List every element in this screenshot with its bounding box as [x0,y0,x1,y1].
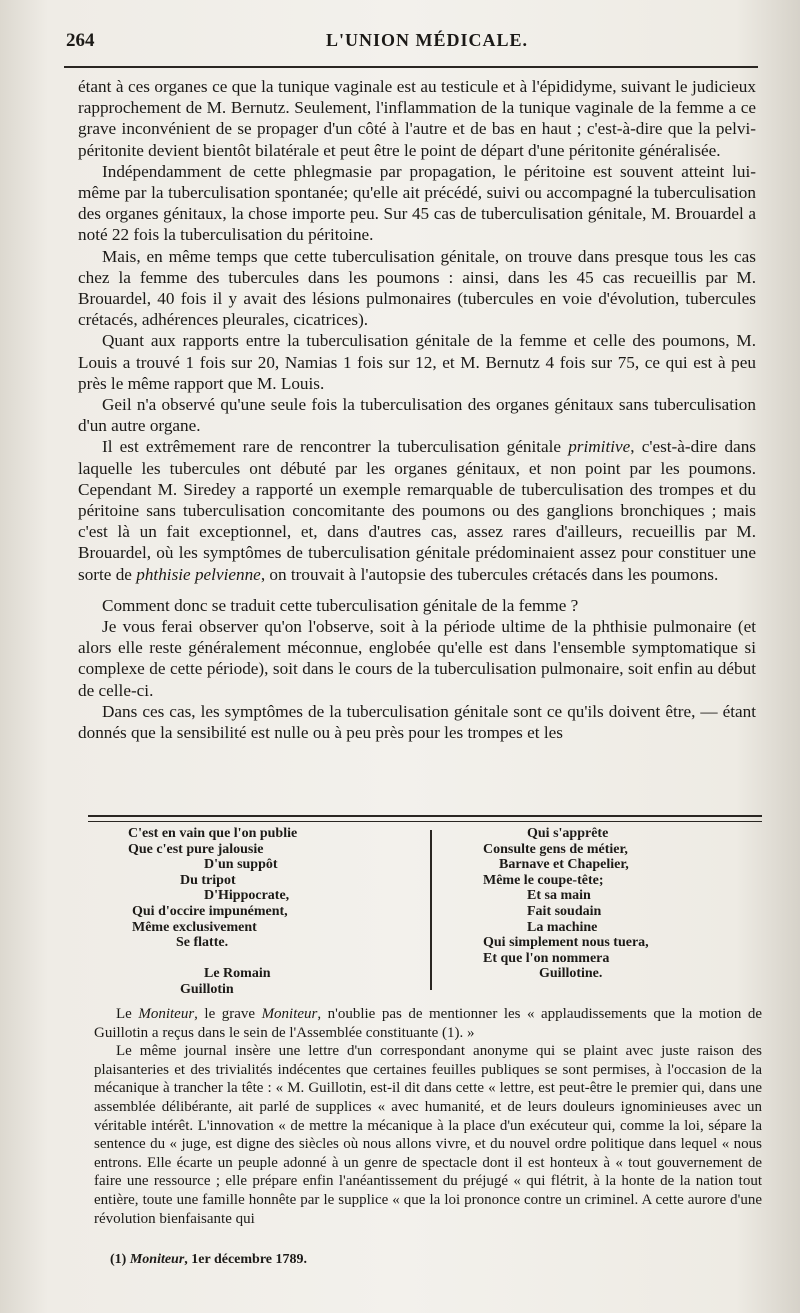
paragraph-3: Mais, en même temps que cette tuberculisation génitale, on trouve dans presque tous les cas chez la femme des tubercules dans les poumons : ainsi, dans les 45 cas recueillis par M. Brouardel, 40 fois il y avait des lésions pulmonaires (tubercules en voie d'évolution, tubercules crétacés, adhérences pleurales, cicatrices). [78,246,756,330]
poem-line: Consulte gens de métier, [483,841,628,857]
poem-divider [430,830,432,990]
poem-line: D'Hippocrate, [204,888,290,904]
italic-moniteur: Moniteur [138,1006,195,1022]
poem-line: Que c'est pure jalousie [128,841,264,857]
poem-line: Le Romain [204,966,271,982]
poem-line: Et que l'on nommera [483,950,610,966]
poem-line: Et sa main [527,888,591,904]
paragraph-1: étant à ces organes ce que la tunique vaginale est au testicule et à l'épididyme, suivant le judicieux rapprochement de M. Bernutz. Seulement, l'inflammation de la tunique vaginale de la femme a ce grave inconvénient de se propager d'un côté à l'autre et de bas en haut ; c'est-à-dire que la pelvi-péritonite devient bientôt bilatérale et peut être le point de départ d'une péritonite généralisée. [78,77,756,160]
feuilleton-paragraph-1: Le Moniteur, le grave Moniteur, n'oublie pas de mentionner les « applaudissements que la motion de Guillotin a reçus dans le sein de l'Assemblée constituante (1). » [94,1006,762,1041]
footnote: (1) Moniteur, 1er décembre 1789. [110,1252,308,1267]
paragraph-2: Indépendamment de cette phlegmasie par propagation, le péritoine est souvent atteint lui-même par la tuberculisation spontanée; qu'elle ait précédé, suivi ou accompagné la tuberculisation des organes génitaux, la chose importe peu. Sur 45 cas de tuberculisation génitale, M. Brouardel a noté 22 fois la tuberculisation du péritoine. [78,161,756,245]
page-number: 264 [66,30,95,51]
poem-line: D'un suppôt [204,857,278,873]
poem-line: La machine [527,919,598,935]
poem-line: Même exclusivement [132,919,257,935]
poem-left-column [88,826,428,998]
feuilleton-paragraph-2: Le même journal insère une lettre d'un correspondant anonyme qui se plaint avec juste raison des plaisanteries et des trivialités indécentes que certaines feuilles publiques se sont permises, à l'occasion de la mécanique à trancher la tête : « M. Guillotin, est-il dit dans cette « lettre, est peut-être le premier qui, dans une assemblée délibérante, ait parlé de supplices « avec humanité, et de leurs douleurs ignominieuses avec un véritable intérêt. L'innovation « de mettre la mécanique à la place d'un exécuteur qui, comme la loi, sépare la sentence du « juge, est digne des siècles où nous allons vivre, et du nouvel ordre politique dans lequel « nous entrons. Elle écarte un peuple adonné à un genre de spectacle dont il est honteux à « tout gouvernement de faire une ressource ; elle prépare enfin l'anéantissement du préjugé « qui flétrit, à la honte de la nation tout entière, toute une famille honnête par le supplice « que la loi prononce contre un criminel. A cette aurore d'une révolution bienfaisante qui [94,1043,762,1227]
article-body [78,76,756,743]
paragraph-4: Quant aux rapports entre la tuberculisation génitale de la femme et celle des poumons, M. Louis a trouvé 1 fois sur 20, Namias 1 fois sur 12, et M. Bernutz 4 fois sur 75, ce qui est à peu près le même rapport que M. Louis. [78,331,756,393]
poem-line: Même le coupe-tête; [483,872,604,888]
header-rule [64,66,758,68]
paragraph-9: Dans ces cas, les symptômes de la tuberculisation génitale sont ce qu'ils doivent être, — étant donnés que la sensibilité est nulle ou à peu près pour les trompes et les [78,701,756,743]
poem-line: Se flatte. [176,935,229,951]
footnote-source: Moniteur [129,1252,185,1267]
italic-primitive: primitive [568,437,631,457]
poem-line: Qui d'occire impunément, [132,903,288,919]
paragraph-7: Comment donc se traduit cette tuberculisation génitale de la femme ? [102,595,579,615]
poem-right-column [483,826,763,982]
paragraph-5: Geil n'a observé qu'une seule fois la tuberculisation des organes génitaux sans tuberculisation d'un autre organe. [78,395,756,436]
italic-phthisie-pelvienne: phthisie pelvienne [136,564,261,584]
paragraph-6: Il est extrêmement rare de rencontrer la tuberculisation génitale primitive, c'est-à-dire dans laquelle les tubercules ont débuté par les organes génitaux, et non point par les poumons. Cependant M. Siredey a rapporté un exemple remarquable de tuberculisation des trompes et du péritoine sans tuberculisation concomitante des poumons ou des ganglions bronchiques ; mais c'est là un fait exceptionnel, et, dans d'autres cas, assez rares d'ailleurs, recueillis par M. Brouardel, où les symptômes de tuberculisation génitale prédominaient assez pour constituer une sorte de phthisie pelvienne, on trouvait à l'autopsie des tubercules crétacés dans les poumons. [78,437,756,584]
poem-line: C'est en vain que l'on publie [128,826,298,841]
poem-line: Qui s'apprête [527,826,609,841]
poem [88,826,760,996]
poem-line [88,951,428,967]
poem-line: Qui simplement nous tuera, [483,935,649,951]
poem-line: Du tripot [180,872,236,888]
poem-line: Fait soudain [527,903,602,919]
paragraph-8: Je vous ferai observer qu'on l'observe, soit à la période ultime de la phthisie pulmonaire (et alors elle reste généralement méconnue, englobée qu'elle est dans l'ensemble symptomatique si complexe de cette période), soit dans le cours de la tuberculisation pulmonaire, soit enfin au début de celle-ci. [78,617,756,700]
feuilleton-separator [88,815,762,822]
poem-line: Barnave et Chapelier, [499,857,629,873]
poem-line: Guillotin [180,981,234,997]
page-header [66,28,760,58]
poem-line: Guillotine. [539,966,603,982]
feuilleton-text [94,1005,762,1228]
running-title: L'UNION MÉDICALE. [326,30,529,50]
italic-moniteur: Moniteur [261,1006,318,1022]
